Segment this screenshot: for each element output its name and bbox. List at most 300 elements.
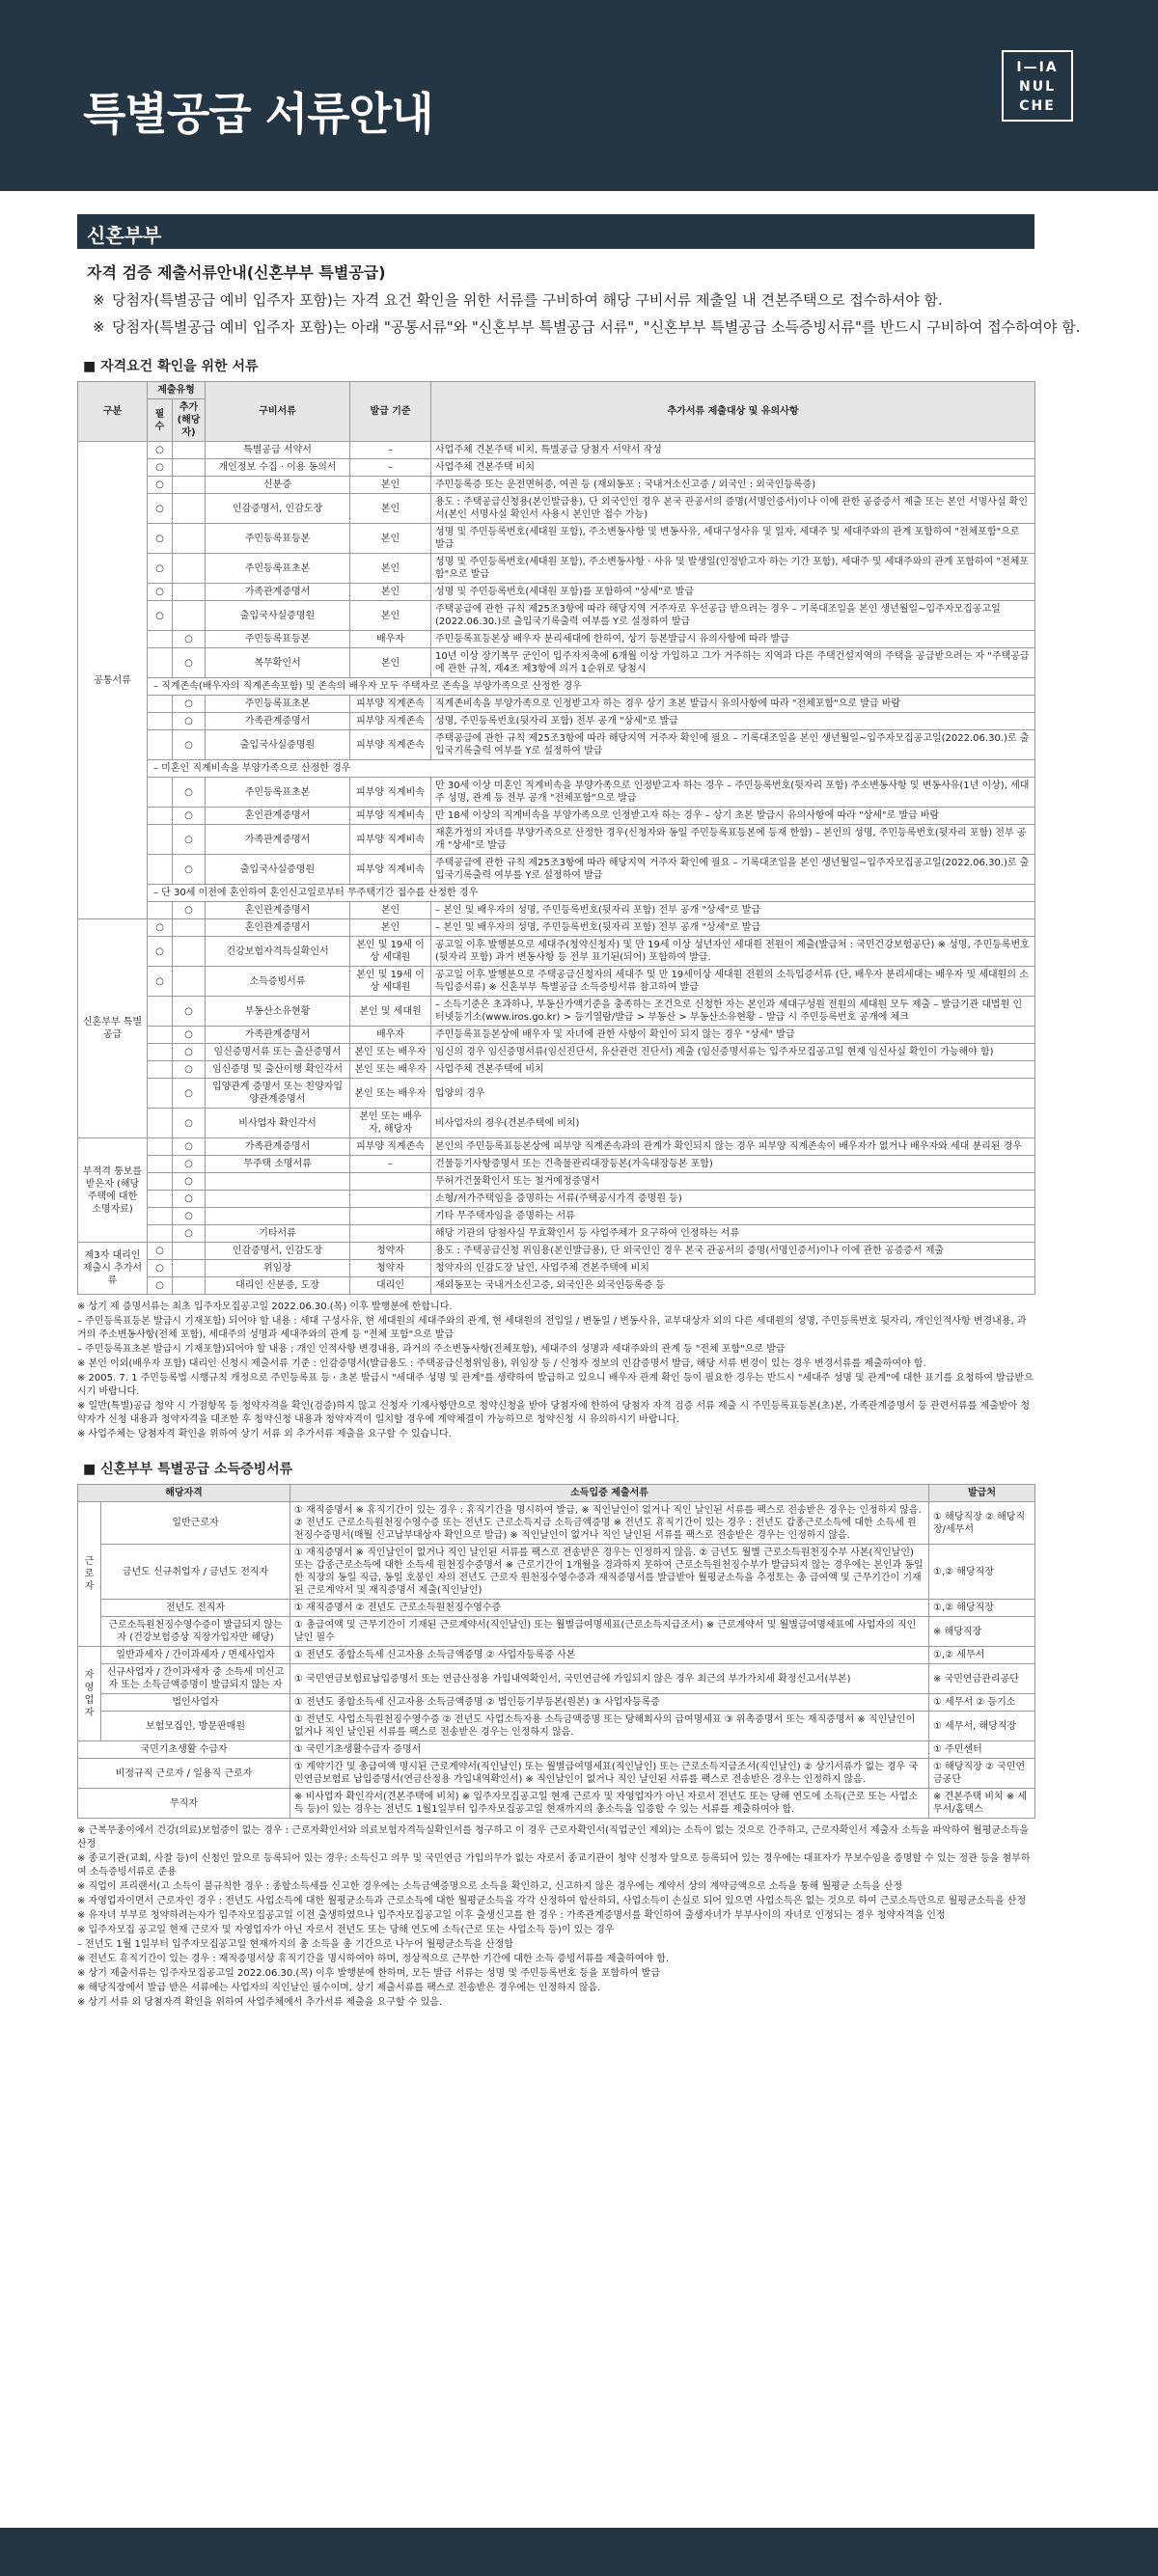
doc-name: 무주택 소명서류: [206, 1156, 350, 1173]
footnote: ※ 상기 제 증명서류는 최초 입주자모집공고일 2022.06.30.(목) 이후 발행분에 한합니다.: [77, 1302, 453, 1312]
doc-name: 출입국사실증명원: [206, 730, 350, 760]
additional-mark: [173, 554, 206, 584]
doc-detail: 주택공급에 관한 규칙 제25조3항에 따라 해당지역 거주자 확인에 필요 – 기록대조일을 본인 생년월일~입주자모집공고일(2022.06.30.)로 출입국기록출력 여부를 Y로 설정하여 발급: [431, 855, 1035, 885]
table-row: [78, 1208, 1035, 1225]
doc-name: 특별공급 서약서: [206, 442, 350, 459]
note-text: 당첨자(특별공급 예비 입주자 포함)는 자격 요건 확인을 위한 서류를 구비하여 해당 구비서류 제출일 내 견본주택으로 접수하셔야 함.: [112, 291, 943, 309]
issue-basis: –: [350, 459, 431, 477]
subnote-cell: – 직계존속(배우자의 직계존속포함) 및 존속의 배우자 모두 주택자로 존속을 부양가족으로 산정한 경우: [148, 678, 1035, 696]
issue-basis: 피부양 직계비속: [350, 808, 431, 825]
table-row: [78, 967, 1035, 997]
col-header: 추가서류 제출대상 및 유의사항: [431, 382, 1035, 442]
qual-label: 금년도 신규취업자 / 금년도 전직자: [101, 1545, 290, 1600]
required-mark: [148, 855, 173, 885]
col-header: 제출유형: [148, 382, 206, 399]
doc-detail: 용도 : 주택공급신청 위임용(본인발급용), 단 외국인인 경우 본국 관공서의 증명(서명인증서)이나 이에 관한 공증증서 제출: [431, 1243, 1035, 1260]
issue-basis: 피부양 직계비속: [350, 825, 431, 855]
required-mark: [148, 1109, 173, 1138]
table-row: [78, 1260, 1035, 1277]
doc-name: 인감증명서, 인감도장: [206, 1243, 350, 1260]
additional-mark: ○: [173, 1225, 206, 1243]
required-mark: ○: [148, 524, 173, 554]
qual-label: 비정규직 근로자 / 일용직 근로자: [78, 1759, 290, 1789]
table-row: [78, 1617, 1035, 1647]
issue-basis: 본인 또는 배우자: [350, 1079, 431, 1109]
issue-basis: 피부양 직계존속: [350, 1138, 431, 1156]
table-row: [78, 1027, 1035, 1044]
doc-name: 소득증빙서류: [206, 967, 350, 997]
additional-mark: ○: [173, 1138, 206, 1156]
doc-detail: 재혼가정의 자녀를 부양가족으로 산정한 경우(신청자와 동일 주민등록표등본에 등재 한함) – 본인의 성명, 주민등록번호(뒷자리 포함) 전부 공개 "상세"로 발급: [431, 825, 1035, 855]
issuing-org: ① 해당직장 ② 국민연금공단: [929, 1759, 1035, 1789]
table-row: [78, 648, 1035, 678]
additional-mark: ○: [173, 1109, 206, 1138]
income-docs: ① 재직증명서 ※ 직인날인이 없거나 직인 날인된 서류를 팩스로 전송받은 경우는 인정하지 않음. ② 금년도 월별 근로소득원천징수부 사본(직인날인) 또는 갑종근로소득에 대한 소득세 원천징수증명서 ※ 근로기간이 1개월을 경과하지 못하여 근로소득원천징수부가 발급되지 않는 경우에는 본인과 동일한 직장의 동일 직급, 동일 호봉인 자의 전년도 근로자 원천징수영수증과 재직증명서를 발급받아 월평균소득을 추정토는 총 급여액 및 근무기간이 기재된 근로계약서 및 재직증명서 제출(직인날인): [290, 1545, 929, 1600]
col-header: 구분: [78, 382, 148, 442]
table-row: [78, 1277, 1035, 1295]
required-mark: ○: [148, 459, 173, 477]
additional-mark: [173, 919, 206, 937]
table-row: [78, 459, 1035, 477]
issue-basis: [350, 1208, 431, 1225]
table-row: [78, 1759, 1035, 1789]
footnote: ※ 2005. 7. 1 주민등록법 시행규칙 개정으로 주민등록표 등 · 초본 발급시 "세대주 성명 및 관계"를 생략하여 발급하고 있으니 배우자 관계 확인 등이 필요한 경우는 반드시 "세대주 성명 및 관계"에 대한 표기를 요청하여 발급받으시기 바랍니다.: [77, 1373, 1034, 1397]
col-header: 발급 기준: [350, 382, 431, 442]
doc-detail: 만 18세 이상의 직계비속을 부양가족으로 인정받고자 하는 경우 – 상기 초본 발급시 유의사항에 따라 "상세"로 발급 바람: [431, 808, 1035, 825]
doc-detail: 성명 및 주민등록번호(세대원 포함), 주소변동사항 · 사유 및 발생일(인정받고자 하는 기간 포함), 세대주 및 세대주와의 관계 포함하여 "전체포함"으로 발급: [431, 554, 1035, 584]
table-row: [78, 937, 1035, 967]
footnote: ※ 종교기관(교회, 사찰 등)이 신청인 앞으로 등록되어 있는 경우: 소득신고 의무 및 국민연금 가입의무가 없는 자로서 종교기관이 청약 신청자 앞으로 등록되어 있는 경우에는 대표자가 무보수임을 증명할 수 있는 정관 등을 첨부하여 소득증빙서류로 준용: [77, 1853, 1031, 1877]
issue-basis: –: [350, 1156, 431, 1173]
income-docs: ① 전년도 사업소득원천징수영수증 ② 전년도 사업소득자용 소득금액증명 또는 당해회사의 급여명세표 ③ 위촉증명서 또는 재직증명서 ※ 직인날인이 없거나 직인 날인된 서류를 팩스로 전송받은 경우는 인정하지 않음.: [290, 1712, 929, 1741]
footnote: ※ 본인 이외(배우자 포함) 대리인 신청시 제출서류 기준 : 인감증명서(발급용도 : 주택공급신청위임용), 위임장 등 / 신청자 정보의 인감증명서 발급, 해당 서류 변경이 있는 경우 변경서류를 제출하여야 함.: [77, 1358, 926, 1369]
table-row: [78, 1243, 1035, 1260]
doc-name: 주민등록표초본: [206, 696, 350, 713]
doc-detail: 본인의 주민등록표등본상에 피부양 직계존속과의 관계가 확인되지 않는 경우 피부양 직계존속이 배우자가 없거나 배우자와 세대 분리된 경우: [431, 1138, 1035, 1156]
qual-group: 근로자: [78, 1502, 101, 1647]
table-row: [78, 825, 1035, 855]
doc-detail: 입양의 경우: [431, 1079, 1035, 1109]
col-header: 발급처: [929, 1485, 1035, 1502]
table-row: [78, 1741, 1035, 1759]
required-mark: ○: [148, 477, 173, 494]
table-title: ■ 신혼부부 특별공급 소득증빙서류: [83, 1462, 293, 1477]
doc-name: 출입국사실증명원: [206, 855, 350, 885]
issue-basis: 배우자: [350, 1027, 431, 1044]
logo-line: I—IA: [1016, 60, 1059, 75]
table-row: [78, 1191, 1035, 1208]
group-label: 신혼부부 특별공급: [78, 919, 148, 1138]
required-mark: [148, 1138, 173, 1156]
doc-name: 대리인 신분증, 도장: [206, 1277, 350, 1295]
income-docs: ① 계약기간 및 총급여액 명시된 근로계약서(직인날인) 또는 월별급여명세표(직인날인) 또는 근로소득지급조서(직인날인) ② 상기서류가 없는 경우 국민연금보험료 납입증명서(연금산정용 가입내역확인서) ※ 직인날인이 없거나 직인 날인된 서류를 팩스로 전송받은 경우는 인정하지 않음.: [290, 1759, 929, 1789]
required-mark: [148, 648, 173, 678]
doc-detail: – 본인 및 배우자의 성명, 주민등록번호(뒷자리 포함) 전부 공개 "상세"로 발급: [431, 902, 1035, 919]
required-mark: [148, 778, 173, 808]
doc-detail: 비사업자의 경우(견본주택에 비치): [431, 1109, 1035, 1138]
issue-basis: 본인 또는 배우자: [350, 1061, 431, 1079]
table-row: [78, 1225, 1035, 1243]
doc-name: 입양관계 증명서 또는 친양자입양관계증명서: [206, 1079, 350, 1109]
group-label: 제3자 대리인 제출시 추가서류: [78, 1243, 148, 1295]
col-header: 필수: [148, 399, 173, 442]
additional-mark: ○: [173, 1027, 206, 1044]
required-mark: ○: [148, 601, 173, 631]
table-row: [78, 855, 1035, 885]
page-title: 특별공급 서류안내: [83, 88, 433, 140]
required-mark: [148, 1061, 173, 1079]
required-mark: [148, 1044, 173, 1061]
required-mark: [148, 997, 173, 1027]
additional-mark: ○: [173, 696, 206, 713]
footnote: – 전년도 1월 1일부터 입주자모집공고일 현재까지의 총 소득을 총 기간으로 나누어 월평균소득을 산정함: [77, 1939, 513, 1950]
table-row: [78, 601, 1035, 631]
footnote: ※ 전년도 휴직기간이 있는 경우 : 재직증명서상 휴직기간을 명시하여야 하며, 정상적으로 근무한 기간에 대한 소득 증빙서류를 제출하여야 함.: [77, 1954, 670, 1964]
doc-detail: 성명 및 주민등록번호(세대원 포함), 주소변동사항 및 변동사유, 세대구성사유 및 일자, 세대주 및 세대주와의 관계 포함하여 "전체포함"으로 발급: [431, 524, 1035, 554]
additional-mark: [173, 967, 206, 997]
required-mark: [148, 902, 173, 919]
doc-detail: 해당 기관의 당첨사실 무효확인서 등 사업주체가 요구하여 인정하는 서류: [431, 1225, 1035, 1243]
income-docs: ① 전년도 종합소득세 신고자용 소득금액증명 ② 사업자등록증 사본: [290, 1647, 929, 1664]
group-label: 공통서류: [78, 442, 148, 919]
issue-basis: 본인: [350, 584, 431, 601]
doc-name: 가족관계증명서: [206, 825, 350, 855]
qualification-docs-table: [77, 381, 1035, 1295]
main-content: [77, 214, 1081, 2011]
doc-name: 비사업자 확인각서: [206, 1109, 350, 1138]
additional-mark: ○: [173, 1191, 206, 1208]
additional-mark: [173, 459, 206, 477]
issue-basis: 본인 및 19세 이상 세대원: [350, 937, 431, 967]
qual-label: 일반과세자 / 간이과세자 / 면세사업자: [101, 1647, 290, 1664]
issue-basis: 피부양 직계비속: [350, 855, 431, 885]
additional-mark: ○: [173, 778, 206, 808]
table-row: [78, 1109, 1035, 1138]
table-subnote-row: [78, 678, 1035, 696]
issue-basis: [350, 1191, 431, 1208]
intro-note: [93, 315, 1081, 339]
issue-basis: 본인: [350, 524, 431, 554]
doc-detail: 직계존비속을 부양가족으로 인정받고자 하는 경우 상기 초본 발급시 유의사항에 따라 "전체포함"으로 발급 바람: [431, 696, 1035, 713]
doc-detail: 공고일 이후 발행분으로 주택공급신청자의 세대주 및 만 19세이상 세대원 전원의 소득입증서류 (단, 배우자 분리세대는 배우자 및 세대원의 소득입증서류) ※ 신혼부부 특별공급 소득증빙서류 참고하여 발급: [431, 967, 1035, 997]
logo-line: NUL: [1018, 79, 1056, 95]
required-mark: [148, 696, 173, 713]
required-mark: ○: [148, 584, 173, 601]
required-mark: [148, 1156, 173, 1173]
table-row: [78, 997, 1035, 1027]
doc-detail: 기타 무주택자임을 증명하는 서류: [431, 1208, 1035, 1225]
required-mark: [148, 825, 173, 855]
footnote: ※ 사업주체는 당첨자격 확인을 위하여 상기 서류 외 추가서류 제출을 요구할 수 있습니다.: [77, 1429, 452, 1439]
doc-name: 위임장: [206, 1260, 350, 1277]
issuing-org: ①,② 세무서: [929, 1647, 1035, 1664]
table-row: [78, 902, 1035, 919]
table-row: [78, 1079, 1035, 1109]
qual-label: 보험모집인, 방문판매원: [101, 1712, 290, 1741]
table-row: [78, 1156, 1035, 1173]
doc-name: 가족관계증명서: [206, 1138, 350, 1156]
subnote-cell: – 단 30세 이전에 혼인하여 혼인신고일로부터 무주택기간 접수를 산정한 경우: [148, 885, 1035, 902]
qual-label: 법인사업자: [101, 1694, 290, 1712]
doc-name: [206, 1208, 350, 1225]
doc-name: 임신증명 및 출산이행 확인각서: [206, 1061, 350, 1079]
issue-basis: [350, 1225, 431, 1243]
doc-detail: 소형/저가주택임을 증명하는 서류(주택공시가격 증명원 등): [431, 1191, 1035, 1208]
income-docs: ① 재직증명서 ② 전년도 근로소득원천징수영수증: [290, 1600, 929, 1617]
doc-name: 건강보험자격득실확인서: [206, 937, 350, 967]
issuing-org: ① 세무서 ② 등기소: [929, 1694, 1035, 1712]
table-row: [78, 1502, 1035, 1545]
table2-footnotes: [77, 1824, 1034, 2010]
doc-name: 임신증명서류 또는 출산증명서: [206, 1044, 350, 1061]
doc-name: 혼인관계증명서: [206, 808, 350, 825]
table-row: [78, 730, 1035, 760]
qual-label: 국민기초생활 수급자: [78, 1741, 290, 1759]
doc-detail: 사업주체 견본주택 비치, 특별공급 당첨자 서약서 작성: [431, 442, 1035, 459]
additional-mark: [173, 1277, 206, 1295]
qual-group: 자영업자: [78, 1647, 101, 1741]
additional-mark: ○: [173, 631, 206, 648]
doc-name: 부동산소유현황: [206, 997, 350, 1027]
table1-footnotes: [77, 1301, 1034, 1441]
footnote: – 주민등록표등본 발급시 기재포함) 되어야 할 내용 : 세대 구성사유, 현 세대원의 세대주와의 관계, 현 세대원의 전입일 / 변동일 / 변동사유, 교부대상자 외의 다른 세대원의 성명, 주민등록번호 뒷자리, 개인인적사항 변경내용, 과거의 주소변동사항(전체 포함), 세대주의 성명과 세대주와의 관계 등 "전체 포함"으로 발급: [77, 1316, 1027, 1340]
table-row: [78, 442, 1035, 459]
additional-mark: [173, 1260, 206, 1277]
doc-name: 출입국사실증명원: [206, 601, 350, 631]
qual-label: 신규사업자 / 간이과세자 중 소득세 미신고자 또는 소득금액증명이 발급되지 않는 자: [101, 1664, 290, 1694]
table-row: [78, 1600, 1035, 1617]
table-row: [78, 631, 1035, 648]
table-row: [78, 713, 1035, 730]
table-row: [78, 1061, 1035, 1079]
additional-mark: [173, 601, 206, 631]
additional-mark: ○: [173, 1061, 206, 1079]
logo-line: CHE: [1019, 98, 1056, 114]
table-subnote-row: [78, 760, 1035, 778]
required-mark: ○: [148, 919, 173, 937]
required-mark: [148, 1225, 173, 1243]
doc-detail: 재외동포는 국내거소신고증, 외국인은 외국인등록증 등: [431, 1277, 1035, 1295]
footnote: ※ 근복무종이에서 건강(의료)보험증이 없는 경우 : 근로자확인서와 의료보험자격득실확인서를 청구하고 이 경우 근로자확인서(직업군인 제외)는 소득이 없는 것으로 간주하고, 근로자확인서 제출자 소득을 파악하여 월평균소득을 산정: [77, 1825, 1030, 1850]
footnote: ※ 자영업자이면서 근로자인 경우 : 전년도 사업소득에 대한 월평균소득과 근로소득에 대한 월평균소득을 각각 산정하여 합산하되, 사업소득이 손실로 되어 있으면 사업소득은 없는 것으로 하여 근로소득만으로 월평균소득을 산정: [77, 1896, 1027, 1906]
issue-basis: 본인 및 19세 이상 세대원: [350, 967, 431, 997]
footnote: ※ 해당직장에서 발급 받은 서류에는 사업자의 직인날인 필수이며, 상기 제출서류를 팩스로 전송받은 경우에는 인정하지 않음.: [77, 1983, 601, 1993]
required-mark: [148, 1027, 173, 1044]
required-mark: [148, 1208, 173, 1225]
qual-label: 전년도 전직자: [101, 1600, 290, 1617]
doc-name: 개인정보 수집 · 이용 동의서: [206, 459, 350, 477]
issue-basis: 본인: [350, 919, 431, 937]
income-docs: ① 국민기초생활수급자 증명서: [290, 1741, 929, 1759]
income-docs: ※ 비사업자 확인각서(견본주택에 비치) ※ 입주자모집공고일 현재 근로자 및 자영업자가 아닌 자로서 전년도 또는 당해 연도에 소득(근로 또는 사업소득 등)이 있는 경우는 전년도 1월1일부터 입주자모집공고일 현재까지의 총소득을 입증할 수 있는 서류를 제출하여야 함.: [290, 1789, 929, 1819]
doc-name: 기타서류: [206, 1225, 350, 1243]
required-mark: [148, 730, 173, 760]
required-mark: ○: [148, 1277, 173, 1295]
required-mark: [148, 713, 173, 730]
issue-basis: 본인: [350, 477, 431, 494]
doc-name: 주민등록표등본: [206, 631, 350, 648]
group-label: 부적격 통보를 받은자 (해당주택에 대한 소명자료): [78, 1138, 148, 1243]
issuing-org: ※ 견본주택 비치 ※ 세무서/홈택스: [929, 1789, 1035, 1819]
issue-basis: 본인: [350, 902, 431, 919]
doc-detail: 주택공급에 관한 규칙 제25조3항에 따라 해당지역 거주자 확인에 필요 – 기록대조일을 본인 생년월일~입주자모집공고일(2022.06.30.)로 출입국기록출력 여부를 Y로 설정하여 발급: [431, 730, 1035, 760]
issue-basis: 피부양 직계존속: [350, 713, 431, 730]
doc-name: 가족관계증명서: [206, 1027, 350, 1044]
additional-mark: ○: [173, 997, 206, 1027]
additional-mark: ○: [173, 1079, 206, 1109]
issue-basis: 청약자: [350, 1243, 431, 1260]
table-row: [78, 1694, 1035, 1712]
footnote: ※ 직업이 프리랜서(고 소득이 불규칙한 경우 : 종합소득세를 신고한 경우에는 소득금액증명으로 소득을 확인하고, 신고하지 않은 경우에는 계약서 상의 계약금액으로 소득을 통해 월평균 소득을 산정: [77, 1881, 903, 1892]
section-subhead: 자격 검증 제출서류안내(신혼부부 특별공급): [87, 263, 386, 282]
col-header: 소득입증 제출서류: [290, 1485, 929, 1502]
doc-detail: 10년 이상 장기복무 군인이 입주자저축에 6개월 이상 가입하고 그가 거주하는 지역과 다른 주택건설지역의 주택을 공급받으려는 자 "주택공급에 관한 규칙, 제4조 제3항에 의거 1순위로 당첨시: [431, 648, 1035, 678]
doc-name: 신분증: [206, 477, 350, 494]
table-row: [78, 778, 1035, 808]
additional-mark: ○: [173, 1208, 206, 1225]
footnote: ※ 상기 서류 외 당첨자격 확인을 위하여 사업주체에서 추가서류 제출을 요구할 수 있음.: [77, 1997, 443, 2008]
income-docs: ① 총급여액 및 근무기간이 기재된 근로계약서(직인날인) 또는 월별급여명세표(근로소득지급조서) ※ 근로계약서 및 월별급여명세표에 사업자의 직인날인 필수: [290, 1617, 929, 1647]
table-row: [78, 1664, 1035, 1694]
footnote: ※ 유자녀 부부로 청약하려는자가 입주자모집공고일 이전 출생하였으나 입주자모집공고일 이후 출생신고를 한 경우 : 가족관계증명서를 확인하여 출생자녀가 부부사이의 자녀로 인정되는 경우 청약자격을 인정: [77, 1910, 946, 1921]
doc-detail: 주민등록표등본상에 배우자 및 자녀에 관한 사항이 확인이 되지 않는 경우 "상세" 발급: [431, 1027, 1035, 1044]
issue-basis: 대리인: [350, 1277, 431, 1295]
doc-name: 주민등록표등본: [206, 524, 350, 554]
issue-basis: 본인: [350, 554, 431, 584]
doc-name: 혼인관계증명서: [206, 902, 350, 919]
doc-detail: 무허가건물확인서 또는 철거예정증명서: [431, 1173, 1035, 1191]
footnote: ※ 상기 제출서류는 입주자모집공고일 2022.06.30.(목) 이후 발행분에 한하며, 모든 발급 서류는 성명 및 주민등록번호 등을 포함하여 발급: [77, 1968, 660, 1979]
additional-mark: ○: [173, 648, 206, 678]
table-row: [78, 696, 1035, 713]
additional-mark: ○: [173, 902, 206, 919]
income-docs: ① 전년도 종합소득세 신고자용 소득금액증명 ② 법인등기부등본(원본) ③ 사업자등록증: [290, 1694, 929, 1712]
issuing-org: ① 세무서, 해당직장: [929, 1712, 1035, 1741]
issuing-org: ① 주민센터: [929, 1741, 1035, 1759]
table-row: [78, 1138, 1035, 1156]
additional-mark: [173, 937, 206, 967]
col-header: 추가(해당자): [173, 399, 206, 442]
additional-mark: ○: [173, 713, 206, 730]
issue-basis: –: [350, 442, 431, 459]
doc-name: 가족관계증명서: [206, 713, 350, 730]
doc-name: 인감증명서, 인감도장: [206, 494, 350, 524]
table-row: [78, 919, 1035, 937]
required-mark: ○: [148, 554, 173, 584]
additional-mark: ○: [173, 730, 206, 760]
required-mark: ○: [148, 494, 173, 524]
doc-detail: 임신의 경우 임신증명서류(임신진단서, 유산관련 진단서) 제출 (임신증명서류는 입주자모집공고일 현재 임신사실 확인이 가능해야 함): [431, 1044, 1035, 1061]
subnote-cell: – 미혼인 직계비속을 부양가족으로 산정한 경우: [148, 760, 1035, 778]
additional-mark: ○: [173, 1173, 206, 1191]
footnote: – 주민등록표초본 발급시 기재포함)되어야 할 내용 : 개인 인적사항 변경내용, 과거의 주소변동사항(전체포함), 세대주의 성명과 세대주와의 관계 등 "전체 포함"으로 발급: [77, 1344, 786, 1355]
required-mark: ○: [148, 1260, 173, 1277]
col-header: 해당자격: [78, 1485, 290, 1502]
doc-detail: 주민등록증 또는 운전면허증, 여권 등 (재외동포 : 국내거소신고증 / 외국인 : 외국인등록증): [431, 477, 1035, 494]
table-row: [78, 477, 1035, 494]
table-title: ■ 자격요건 확인을 위한 서류: [83, 359, 259, 374]
additional-mark: [173, 1243, 206, 1260]
doc-name: 주민등록표초본: [206, 554, 350, 584]
section-title: 신혼부부: [77, 214, 1034, 249]
brand-logo: [1002, 50, 1073, 122]
note-text: 당첨자(특별공급 예비 입주자 포함)는 아래 "공통서류"와 "신혼부부 특별공급 서류", "신혼부부 특별공급 소득증빙서류"를 반드시 구비하여 접수하여야 함.: [112, 318, 1081, 336]
issue-basis: 본인 및 세대원: [350, 997, 431, 1027]
additional-mark: ○: [173, 825, 206, 855]
doc-detail: – 소득기준은 초과하나, 부동산가액기준을 충족하는 조건으로 신청한 자는 본인과 세대구성원 전원의 세대원 모두 제출 – 발급기관 대법원 인터넷등기소(www.iros.go.kr) > 등기열람/발급 > 부동산 > 부동산소유현황 – 발급 시 주민등록번호 공개에 체크: [431, 997, 1035, 1027]
issuing-org: ①,② 해당직장: [929, 1600, 1035, 1617]
footnote: ※ 일반(특별)공급 청약 시 가점항목 등 청약자격을 확인(검증)하지 않고 신청자 기재사항만으로 청약신청을 받아 당첨자에 한하여 당첨자 자격 검증 서류 제출 시 주민등록표등본(초)본, 가족관계증명서 등 관련서류를 제출받아 청약자가 신청 내용과 청약자격을 대조한 후 청약신청 내용과 청약자격이 일치할 경우에 계약체결이 가능하므로 청약신청 시 유의하시기 바랍니다.: [77, 1401, 1031, 1425]
issuing-org: ①,② 해당직장: [929, 1545, 1035, 1600]
doc-name: 주민등록표초본: [206, 778, 350, 808]
issue-basis: 본인 또는 배우자: [350, 1044, 431, 1061]
required-mark: ○: [148, 442, 173, 459]
issue-basis: 본인: [350, 494, 431, 524]
doc-detail: 건물등기사항증명서 또는 건축물관리대장등본(가옥대장등본 포함): [431, 1156, 1035, 1173]
table-row: [78, 1712, 1035, 1741]
qual-label: 일반근로자: [101, 1502, 290, 1545]
additional-mark: ○: [173, 1044, 206, 1061]
table-row: [78, 494, 1035, 524]
issuing-org: ※ 해당직장: [929, 1617, 1035, 1647]
table-row: [78, 1173, 1035, 1191]
income-docs: ① 재직증명서 ※ 휴직기간이 있는 경우 : 휴직기간을 명시하여 발급, ※ 직인날인이 없거나 직인 날인된 서류를 팩스로 전송받은 경우는 인정하지 않음. ② 전년도 근로소득원천징수영수증 또는 전년도 근로소득지급 소득금액증명 ※ 전년도 휴직기간이 있는 경우 : 전년도 갑종근로소득에 대한 소득세 원천징수증명서(매월 신고납부대상자 확인으로 발급) ※ 직인날인이 없거나 직인 날인된 서류를 팩스로 전송받은 경우는 인정하지 않음.: [290, 1502, 929, 1545]
doc-detail: 성명 및 주민등록번호(세대원 포함)를 포함하여 "상세"로 발급: [431, 584, 1035, 601]
table-row: [78, 1789, 1035, 1819]
footnote: ※ 입주자모집 공고일 현재 근로자 및 자영업자가 아닌 자로서 전년도 또는 당해 연도에 소득(근로 또는 사업소득 등)이 있는 경우: [77, 1925, 615, 1935]
required-mark: [148, 1173, 173, 1191]
issue-basis: 본인: [350, 648, 431, 678]
income-docs: ① 국민연금보험료납입증명서 또는 연금산정용 가입내역확인서, 국민연금에 가입되지 않은 경우 최근의 부가가치세 확정신고서(부본): [290, 1664, 929, 1694]
doc-name: [206, 1191, 350, 1208]
additional-mark: [173, 442, 206, 459]
qual-label: 무직자: [78, 1789, 290, 1819]
additional-mark: ○: [173, 855, 206, 885]
required-mark: ○: [148, 967, 173, 997]
note-mark: ※: [93, 291, 105, 309]
doc-detail: 공고일 이후 발행분으로 세대주(청약신청자) 및 만 19세 이상 성년자인 세대원 전원이 제출(발급처 : 국민건강보험공단) ※ 성명, 주민등록번호(뒷자리 포함) 과거 변동사항 등 전부 표기된(되어) 포함하여 발급.: [431, 937, 1035, 967]
issue-basis: 배우자: [350, 631, 431, 648]
income-docs-table: [77, 1484, 1035, 1819]
doc-detail: 용도 : 주택공급신청용(본인발급용), 단 외국인인 경우 본국 관공서의 증명(서명인증서)이나 이에 관한 공증증서 제출 또는 본인 서명사실 확인서(본인 서명사실 확인서 사용시 본인만 접수 가능): [431, 494, 1035, 524]
qual-label: 근로소득원천징수영수증이 발급되지 않는 자 (건강보험증상 직장가입자만 해당): [101, 1617, 290, 1647]
issuing-org: ※ 국민연금관리공단: [929, 1664, 1035, 1694]
required-mark: [148, 1079, 173, 1109]
doc-name: [206, 1173, 350, 1191]
doc-detail: 성명, 주민등록번호(뒷자리 포함) 전부 공개 "상세"로 발급: [431, 713, 1035, 730]
required-mark: [148, 808, 173, 825]
table-row: [78, 1545, 1035, 1600]
table-row: [78, 584, 1035, 601]
additional-mark: ○: [173, 1156, 206, 1173]
doc-detail: – 본인 및 배우자의 성명, 주민등록번호(뒷자리 포함) 전부 공개 "상세"로 발급: [431, 919, 1035, 937]
issue-basis: 본인 또는 배우자, 해당자: [350, 1109, 431, 1138]
additional-mark: ○: [173, 808, 206, 825]
footer-bar: [0, 2528, 1158, 2576]
required-mark: [148, 631, 173, 648]
required-mark: [148, 1191, 173, 1208]
doc-name: 가족관계증명서: [206, 584, 350, 601]
issue-basis: 본인: [350, 601, 431, 631]
table-subnote-row: [78, 885, 1035, 902]
additional-mark: [173, 584, 206, 601]
issue-basis: 피부양 직계존속: [350, 696, 431, 713]
required-mark: ○: [148, 937, 173, 967]
page-header: [0, 0, 1158, 191]
additional-mark: [173, 524, 206, 554]
required-mark: ○: [148, 1243, 173, 1260]
note-mark: ※: [93, 318, 105, 336]
